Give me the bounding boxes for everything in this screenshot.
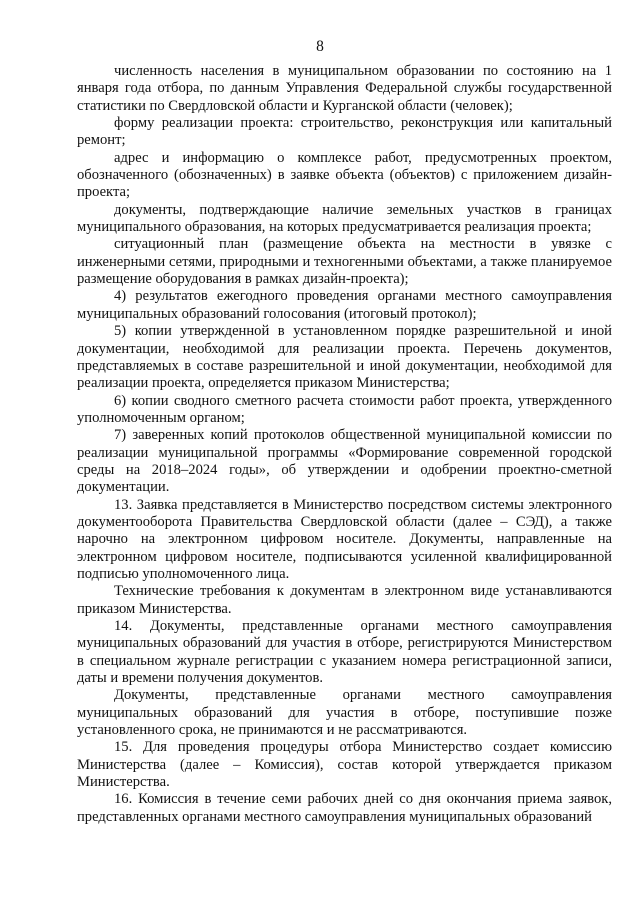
- paragraph: 6) копии сводного сметного расчета стоимости работ проекта, утвержденного уполномоченным органом;: [77, 392, 612, 426]
- paragraph: Документы, представленные органами местного самоуправления муниципальных образований для участия в отборе, поступившие позже установленного срока, не принимаются и не рассматриваются.: [77, 687, 612, 739]
- document-body: [77, 63, 612, 826]
- paragraph: документы, подтверждающие наличие земельных участков в границах муниципального образования, на которых предусматривается реализация проекта;: [77, 201, 612, 236]
- paragraph: 15. Для проведения процедуры отбора Министерство создает комиссию Министерства (далее – Комиссия), состав которой утверждается приказом Министерства.: [77, 739, 612, 791]
- paragraph: Технические требования к документам в электронном виде устанавливаются приказом Министерства.: [77, 583, 612, 617]
- paragraph: 16. Комиссия в течение семи рабочих дней со дня окончания приема заявок, представленных органами местного самоуправления муниципальных образований: [77, 791, 612, 825]
- paragraph: 14. Документы, представленные органами местного самоуправления муниципальных образований для участия в отборе, регистрируются Министерством в специальном журнале регистрации с указанием номера регистрационной записи, даты и времени получения документов.: [77, 618, 612, 687]
- paragraph: ситуационный план (размещение объекта на местности в увязке с инженерными сетями, природными и техногенными объектами, а также планируемое размещение оборудования в рамках дизайн-проекта);: [77, 236, 612, 288]
- paragraph: 5) копии утвержденной в установленном порядке разрешительной и иной документации, необходимой для реализации проекта. Перечень документов, представляемых в составе разрешительной и иной документации, необходимой для реализации проекта, определяется приказом Министерства;: [77, 323, 612, 392]
- paragraph: 7) заверенных копий протоколов общественной муниципальной комиссии по реализации муниципальной программы «Формирование современной городской среды на 2018–2024 годы», об утверждении и одобрении проектно-сметной документации.: [77, 427, 612, 496]
- paragraph: численность населения в муниципальном образовании по состоянию на 1 января года отбора, по данным Управления Федеральной службы государственной статистики по Свердловской области и Курганской области (человек);: [77, 63, 612, 114]
- paragraph: форму реализации проекта: строительство, реконструкция или капитальный ремонт;: [77, 115, 612, 149]
- page-number: 8: [316, 38, 324, 55]
- paragraph: 4) результатов ежегодного проведения органами местного самоуправления муниципальных образований голосования (итоговый протокол);: [77, 288, 612, 322]
- paragraph: 13. Заявка представляется в Министерство посредством системы электронного документооборота Правительства Свердловской области (далее – СЭД), а также нарочно на электронном цифровом носителе. Документы, направленные на электронном цифровом носителе, подписываются усиленной квалифицированной подписью уполномоченного лица.: [77, 496, 612, 582]
- paragraph: адрес и информацию о комплексе работ, предусмотренных проектом, обозначенного (обозначенных) в заявке объекта (объектов) с приложением дизайн-проекта;: [77, 149, 612, 201]
